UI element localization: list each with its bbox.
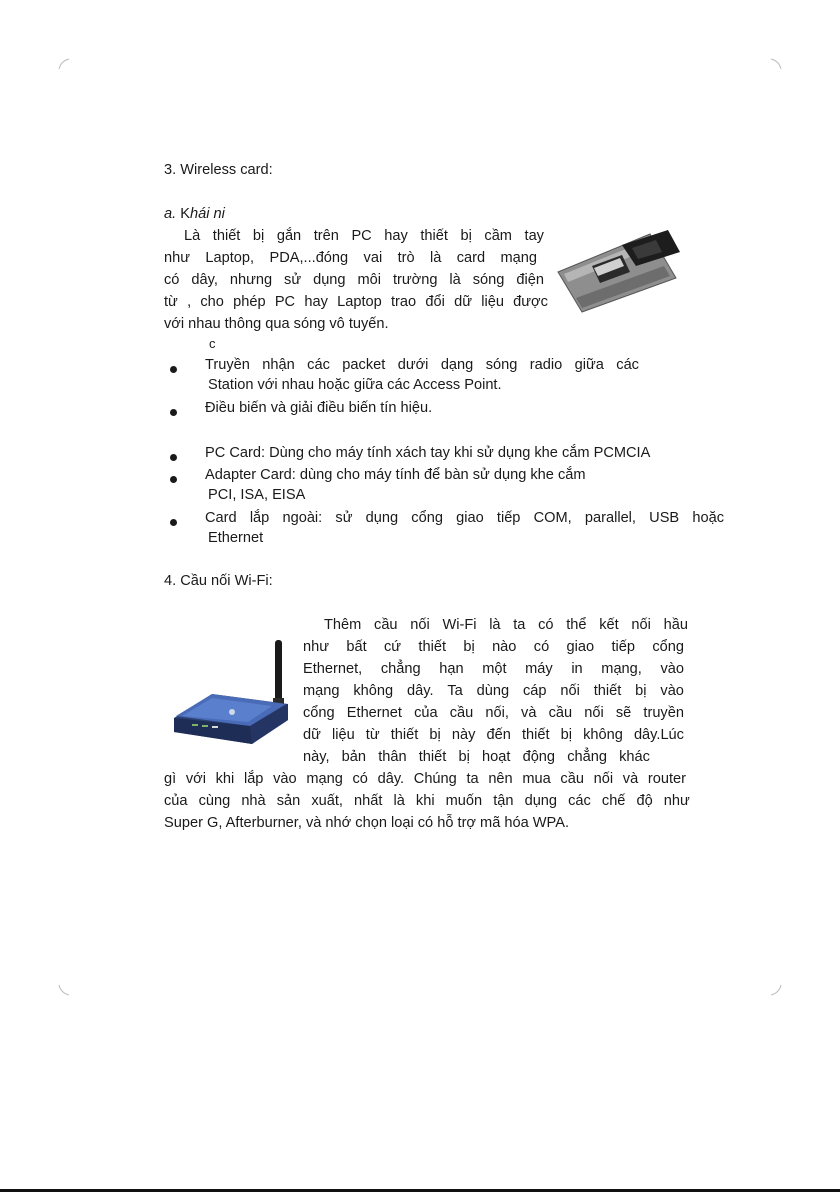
word: với <box>185 771 206 787</box>
word: thiết <box>420 228 448 244</box>
word: gắn <box>276 228 302 244</box>
word: sử <box>335 510 353 526</box>
word: cầu <box>449 705 474 721</box>
word: bị <box>635 683 647 699</box>
bullet-continuation: Station với nhau hoặc giữa các Access Point. <box>208 377 502 393</box>
bullet-line: Adapter Card: dùng cho máy tính để bàn sử dụng khe cắm <box>205 467 586 483</box>
word: là <box>429 250 442 266</box>
word: giữa <box>574 357 604 373</box>
word: trường <box>392 272 438 288</box>
word: thiết <box>521 727 550 743</box>
bullet-dot <box>170 476 177 483</box>
word: như <box>663 793 690 809</box>
word: packet <box>342 357 386 373</box>
word: Card <box>205 510 237 526</box>
word: môi <box>357 272 382 288</box>
word: ta <box>513 617 526 633</box>
bullet-line: Điều biến và giải điều biến tín hiệu. <box>205 400 433 416</box>
word: Ta <box>447 683 463 699</box>
crop-mark-top-right <box>769 57 783 71</box>
word: dây.Lúc <box>633 727 684 743</box>
word: nối <box>593 771 614 787</box>
word: Wi-Fi <box>442 617 477 633</box>
word: nhất <box>354 793 383 809</box>
word: cổng <box>303 705 335 721</box>
word: có <box>538 617 554 633</box>
word: và <box>622 771 639 787</box>
word: mạng <box>306 771 343 787</box>
word: cầu <box>548 705 573 721</box>
word: nhưng <box>229 272 273 288</box>
crop-mark-bottom-left <box>57 983 71 997</box>
word: này, <box>303 749 330 765</box>
word: là <box>489 617 501 633</box>
word: được <box>513 294 548 310</box>
word: router <box>647 771 686 787</box>
word: nhà <box>241 793 266 809</box>
word: thể <box>566 617 587 633</box>
word: sử <box>284 272 302 288</box>
bullet-dot <box>170 454 177 461</box>
s4-para-line-3 <box>303 661 684 677</box>
word: là <box>393 793 405 809</box>
word: có <box>164 272 180 288</box>
word: gì <box>164 771 177 787</box>
bullet-line <box>205 357 639 373</box>
word: trên <box>313 228 339 244</box>
s4-para-line-2 <box>303 639 684 655</box>
word: một <box>482 661 507 677</box>
word: dây. <box>407 683 434 699</box>
word: tiếp <box>611 639 635 655</box>
word: Chúng <box>413 771 457 787</box>
word: muốn <box>445 793 483 809</box>
word: Ethernet <box>346 705 402 721</box>
word: vào <box>273 771 297 787</box>
crop-mark-top-left <box>57 57 71 71</box>
wifi-bridge-icon <box>172 640 292 744</box>
subheading-title: hái ni <box>189 206 225 222</box>
word: phép <box>233 294 266 310</box>
word: Là <box>184 228 201 244</box>
word: sóng <box>472 272 505 288</box>
word: dụng <box>365 510 399 526</box>
word: cáp <box>522 683 547 699</box>
word: không <box>353 683 394 699</box>
s4-para-line-6 <box>303 727 684 743</box>
word: Truyền <box>205 357 250 373</box>
word: đến <box>486 727 511 743</box>
crop-mark-bottom-right <box>769 983 783 997</box>
word: này <box>451 727 476 743</box>
word: nối <box>584 705 604 721</box>
s3-para-line-5: với nhau thông qua sóng vô tuyến. <box>164 316 389 332</box>
word: thân <box>378 749 407 765</box>
subheading-prefix: a. <box>164 206 177 222</box>
word: dạng <box>440 357 474 373</box>
word: các <box>307 357 330 373</box>
word: của <box>414 705 438 721</box>
word: PC <box>351 228 372 244</box>
word: ngoài: <box>282 510 323 526</box>
word: các <box>568 793 591 809</box>
word: là <box>449 272 461 288</box>
word: mạng, <box>601 661 642 677</box>
word: khi <box>215 771 235 787</box>
word: thiết <box>593 683 622 699</box>
word: bị <box>463 639 475 655</box>
word: bất <box>346 639 367 655</box>
word: chẳng <box>380 661 421 677</box>
word: khác <box>619 749 650 765</box>
word: Ethernet, <box>303 661 363 677</box>
word: thiết <box>390 727 419 743</box>
word: hoặc <box>692 510 724 526</box>
word: hầu <box>663 617 688 633</box>
word: dữ <box>303 727 321 743</box>
word: tiếp <box>496 510 521 526</box>
word: từ <box>365 727 380 743</box>
word: Thêm <box>324 617 362 633</box>
s4-para-line-10: Super G, Afterburner, và nhớ chọn loại có hỗ trợ mã hóa WPA. <box>164 815 569 831</box>
word: trao <box>390 294 417 310</box>
word: bị <box>458 749 470 765</box>
word: bị <box>252 228 265 244</box>
word: vào <box>660 683 684 699</box>
s4-para-line-7 <box>303 749 650 765</box>
word: in <box>571 661 583 677</box>
word: liệu <box>481 294 504 310</box>
word: lắp <box>249 510 270 526</box>
word: như <box>303 639 330 655</box>
word: hay <box>304 294 328 310</box>
word: động <box>522 749 556 765</box>
s4-para-line-4 <box>303 683 684 699</box>
word: bị <box>460 228 472 244</box>
word: cứ <box>384 639 402 655</box>
word: nối <box>560 683 580 699</box>
word: như <box>164 250 191 266</box>
word: sóng <box>485 357 518 373</box>
word: Laptop <box>337 294 382 310</box>
word: dây. <box>377 771 405 787</box>
word: mua <box>522 771 551 787</box>
word: dây, <box>191 272 218 288</box>
s3-para-line-1 <box>184 228 544 244</box>
word: nên <box>488 771 513 787</box>
section4-heading: 4. Cầu nối Wi-Fi: <box>164 573 273 589</box>
word: cùng <box>198 793 231 809</box>
word: dùng <box>476 683 510 699</box>
word: cầu <box>560 771 584 787</box>
word: parallel, <box>584 510 636 526</box>
word: mạng <box>500 250 537 266</box>
bullet-line: PC Card: Dùng cho máy tính xách tay khi sử dụng khe cắm PCMCIA <box>205 445 651 461</box>
word: nào <box>492 639 517 655</box>
word: không <box>583 727 623 743</box>
word: xuất, <box>311 793 343 809</box>
word: cho <box>200 294 224 310</box>
word: cầu <box>374 617 398 633</box>
word: dụng <box>313 272 346 288</box>
word: thiết <box>418 639 447 655</box>
subheading-k: K <box>180 206 190 222</box>
wireless-pc-card-icon <box>552 228 682 314</box>
word: truyền <box>643 705 684 721</box>
word: hay <box>384 228 408 244</box>
word: bị <box>429 727 441 743</box>
word: độ <box>636 793 653 809</box>
word: vào <box>660 661 684 677</box>
word: hạn <box>439 661 464 677</box>
word: tay <box>524 228 544 244</box>
bullet-dot <box>170 366 177 373</box>
word: sẽ <box>615 705 632 721</box>
word: radio <box>529 357 563 373</box>
word: có <box>352 771 368 787</box>
word: dụng <box>524 793 558 809</box>
word: khi <box>415 793 435 809</box>
bullet-dot <box>170 519 177 526</box>
word: nối <box>410 617 430 633</box>
word: mạng <box>303 683 340 699</box>
stray-letter: c <box>209 336 216 351</box>
word: máy <box>525 661 553 677</box>
s3-para-line-3 <box>164 272 544 288</box>
word: COM, <box>533 510 572 526</box>
word: giao <box>566 639 595 655</box>
word: chế <box>601 793 626 809</box>
bullet-line <box>205 510 724 526</box>
word: các <box>616 357 639 373</box>
word: sản <box>276 793 301 809</box>
word: lắp <box>243 771 264 787</box>
word: cổng <box>411 510 443 526</box>
s4-para-line-8 <box>164 771 686 787</box>
word: liệu <box>331 727 355 743</box>
word: PDA,...đóng <box>269 250 349 266</box>
word: hoạt <box>482 749 511 765</box>
word: dữ <box>454 294 472 310</box>
word: cổng <box>652 639 684 655</box>
word: bị <box>560 727 572 743</box>
word: và <box>521 705 537 721</box>
word: chẳng <box>567 749 607 765</box>
word: PC <box>274 294 296 310</box>
word: từ <box>164 294 178 310</box>
word: tận <box>493 793 514 809</box>
word: nối <box>631 617 651 633</box>
word: Laptop, <box>205 250 255 266</box>
word: nối, <box>485 705 509 721</box>
bullet-dot <box>170 409 177 416</box>
word: ta <box>466 771 479 787</box>
word: bản <box>341 749 367 765</box>
word: cầm <box>484 228 512 244</box>
section3-subheading <box>164 206 225 222</box>
word: , <box>187 294 192 310</box>
word: kết <box>599 617 619 633</box>
word: thiết <box>418 749 447 765</box>
s4-para-line-1 <box>324 617 688 633</box>
s4-para-line-5 <box>303 705 684 721</box>
word: nhận <box>262 357 295 373</box>
word: giao <box>456 510 484 526</box>
bullet-continuation: PCI, ISA, EISA <box>208 487 306 503</box>
word: thiết <box>212 228 241 244</box>
word: đổi <box>425 294 445 310</box>
word: điện <box>516 272 544 288</box>
bullet-continuation: Ethernet <box>208 530 264 546</box>
s3-para-line-2 <box>164 250 537 266</box>
word: card <box>456 250 486 266</box>
word: có <box>533 639 550 655</box>
word: vai <box>363 250 383 266</box>
s3-para-line-4 <box>164 294 548 310</box>
word: của <box>164 793 188 809</box>
word: USB <box>649 510 680 526</box>
word: trò <box>397 250 415 266</box>
section3-heading: 3. Wireless card: <box>164 162 273 178</box>
word: dưới <box>397 357 429 373</box>
s4-para-line-9 <box>164 793 690 809</box>
